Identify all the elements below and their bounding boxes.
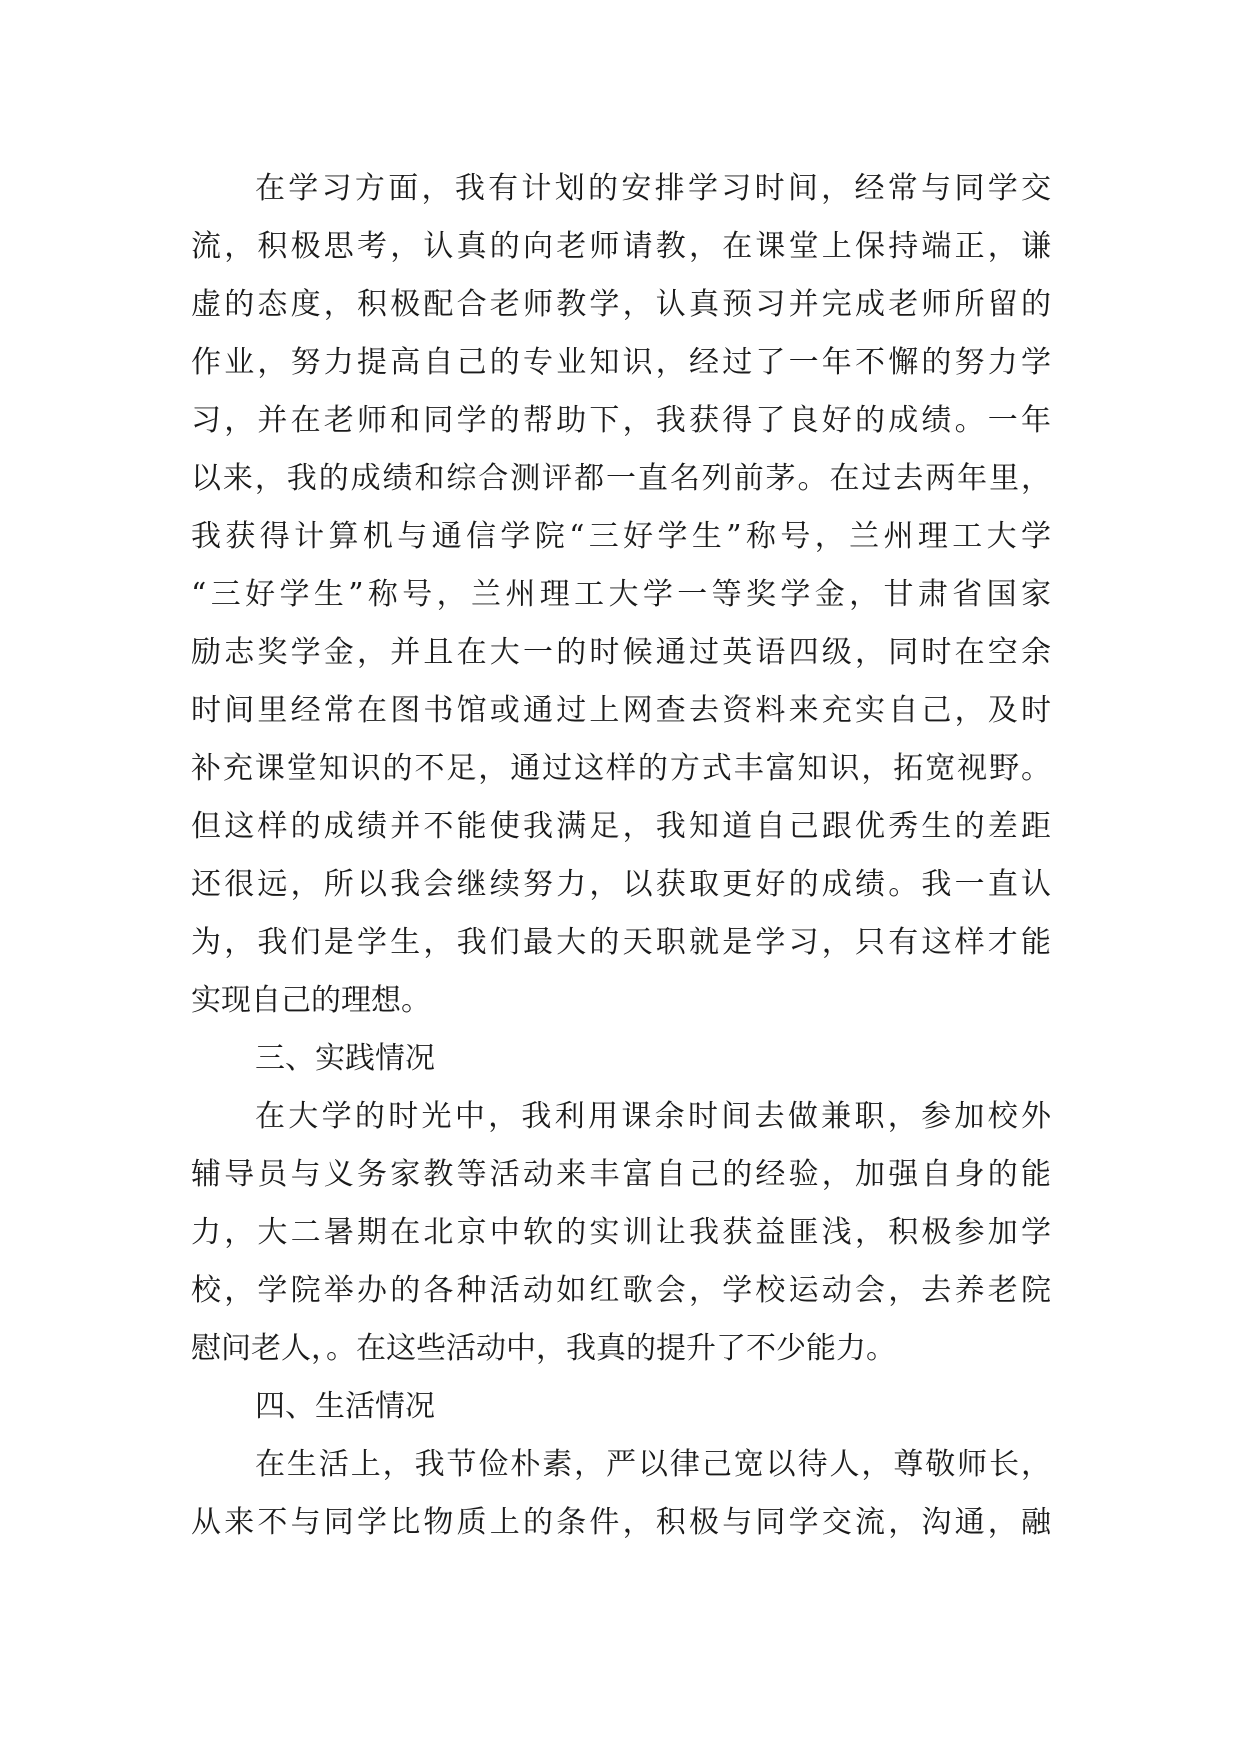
text-line: 在学习方面，我有计划的安排学习时间，经常与同学交 bbox=[255, 171, 1051, 206]
text-line: 还很远，所以我会继续努力，以获取更好的成绩。我一直认 bbox=[191, 867, 1051, 902]
text-line: 力，大二暑期在北京中软的实训让我获益匪浅，积极参加学 bbox=[191, 1215, 1051, 1250]
document-body bbox=[191, 160, 1051, 1552]
text-line: 辅导员与义务家教等活动来丰富自己的经验，加强自身的能 bbox=[191, 1157, 1051, 1192]
text-line: 慰问老人，。在这些活动中，我真的提升了不少能力。 bbox=[191, 1331, 896, 1366]
text-line: 但这样的成绩并不能使我满足，我知道自己跟优秀生的差距 bbox=[191, 809, 1051, 844]
section-heading: 三、实践情况 bbox=[255, 1041, 435, 1076]
text-line: 以来，我的成绩和综合测评都一直名列前茅。在过去两年里， bbox=[191, 461, 1051, 496]
text-line: 习，并在老师和同学的帮助下，我获得了良好的成绩。一年 bbox=[191, 403, 1051, 438]
text-line: “三好学生”称号，兰州理工大学一等奖学金，甘肃省国家 bbox=[191, 577, 1051, 612]
text-line: 时间里经常在图书馆或通过上网查去资料来充实自己，及时 bbox=[191, 693, 1051, 728]
text-line: 虚的态度，积极配合老师教学，认真预习并完成老师所留的 bbox=[191, 287, 1051, 322]
text-line: 在生活上，我节俭朴素，严以律己宽以待人，尊敬师长， bbox=[255, 1447, 1051, 1482]
text-line: 励志奖学金，并且在大一的时候通过英语四级，同时在空余 bbox=[191, 635, 1051, 670]
text-line: 作业，努力提高自己的专业知识，经过了一年不懈的努力学 bbox=[191, 345, 1051, 380]
section-heading: 四、生活情况 bbox=[255, 1389, 435, 1424]
text-line: 校，学院举办的各种活动如红歌会，学校运动会，去养老院 bbox=[191, 1273, 1051, 1308]
text-line: 流，积极思考，认真的向老师请教，在课堂上保持端正，谦 bbox=[191, 229, 1051, 264]
text-line: 为，我们是学生，我们最大的天职就是学习，只有这样才能 bbox=[191, 925, 1051, 960]
text-line: 补充课堂知识的不足，通过这样的方式丰富知识，拓宽视野。 bbox=[191, 751, 1051, 786]
text-line: 从来不与同学比物质上的条件，积极与同学交流，沟通，融 bbox=[191, 1505, 1051, 1540]
text-line: 实现自己的理想。 bbox=[191, 983, 431, 1018]
text-line: 我获得计算机与通信学院“三好学生”称号，兰州理工大学 bbox=[191, 519, 1051, 554]
text-line: 在大学的时光中，我利用课余时间去做兼职，参加校外 bbox=[255, 1099, 1051, 1134]
